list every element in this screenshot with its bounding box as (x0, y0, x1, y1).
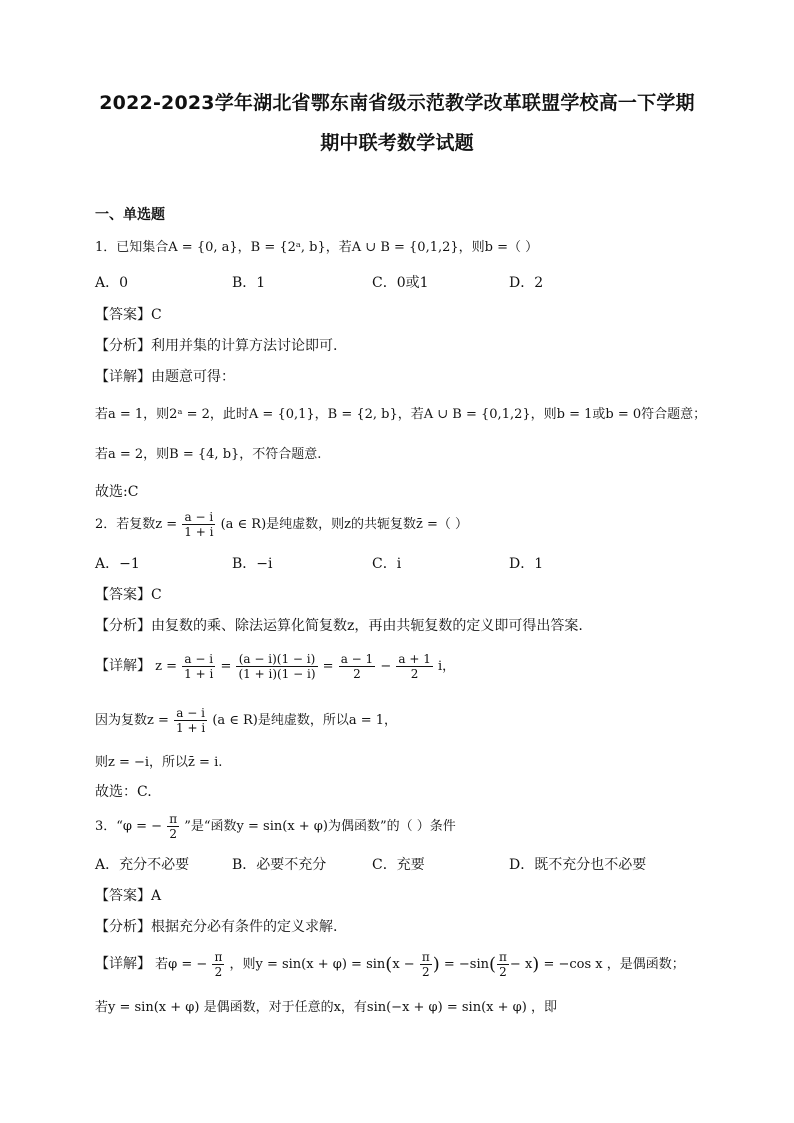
q1-case1: 若a = 1，则2ᵃ = 2，此时A = {0,1}，B = {2, b}，若A ∪ B = {0,1,2}，则b = 1或b = 0符合题意； (95, 407, 707, 422)
q3-last-line: 若y = sin(x + φ) 是偶函数，对于任意的x，有sin(−x + φ) = sin(x + φ) ，即 (95, 1000, 557, 1015)
detail-tail: i， (437, 659, 456, 674)
answer-label: 【答案】 (95, 587, 151, 603)
q2-detail-frac1 (182, 652, 215, 681)
q1-option-a: A．0 (95, 275, 129, 291)
q1-analysis (95, 335, 337, 355)
analysis-label: 【分析】 (95, 919, 151, 935)
answer-value: C (151, 587, 162, 603)
q1-conclusion: 故选:C (95, 484, 139, 500)
fraction-denominator: 2 (499, 965, 507, 979)
q2-detail-frac4 (396, 652, 432, 681)
fraction-numerator: π (169, 812, 178, 826)
fraction-numerator: a − 1 (340, 652, 374, 666)
answer-label: 【答案】 (95, 307, 151, 323)
q1-option-b: B．1 (232, 275, 266, 291)
answer-label: 【答案】 (95, 888, 151, 904)
q3-analysis (95, 916, 337, 936)
fraction-denominator: 2 (353, 667, 361, 681)
q1-detail (95, 366, 235, 386)
section-heading: 一、单选题 (95, 207, 165, 223)
analysis-text: 由复数的乘、除法运算化简复数z，再由共轭复数的定义即可得出答案. (151, 618, 583, 634)
q2-detail-frac2 (236, 652, 317, 681)
q1-option-c: C．0或1 (372, 275, 429, 291)
q3-answer (95, 885, 161, 905)
right-paren: ) (432, 954, 440, 975)
analysis-label: 【分析】 (95, 338, 151, 354)
fraction-numerator: a + 1 (398, 652, 431, 666)
q2-option-d: D．1 (509, 556, 544, 572)
detail-label: 【详解】 (95, 658, 151, 674)
q2-analysis (95, 615, 583, 635)
q3-option-d: D．既不充分也不必要 (509, 857, 647, 873)
left-paren: ( (489, 954, 497, 975)
q3-stem-start: 3．“φ = − (95, 819, 163, 834)
q3-option-b: B．必要不充分 (232, 857, 327, 873)
fraction-numerator: (a − i)(1 − i) (236, 652, 317, 667)
q3-fraction (167, 812, 179, 841)
q2-detail: 【详解】 z = $\frac{a - i}{1 + i}$ = $\frac{(a - i)(1 - i)}{(1 + i)(1 - i)}$ = $\frac{a - 1}{2}$ − $\frac{a + 1}{2}$ i， (95, 652, 456, 681)
q3-detail-frac2 (420, 950, 432, 979)
left-paren: ( (385, 954, 393, 975)
detail-label: 【详解】 (95, 956, 151, 972)
q2-answer (95, 584, 162, 604)
fraction-numerator: π (214, 950, 223, 964)
q2-stem-end: (a ∈ R)是纯虚数，则z的共轭复数z̄ =（ ） (220, 517, 469, 532)
q3-detail-frac1 (212, 950, 224, 979)
detail-neg-sin: = −sin (443, 957, 489, 972)
fraction-denominator: 1 + i (184, 525, 214, 539)
line2-end: (a ∈ R)是纯虚数，所以a = 1， (212, 713, 398, 728)
detail-label: 【详解】 (95, 369, 151, 385)
answer-value: C (151, 307, 162, 323)
q1-answer (95, 304, 162, 324)
fraction-denominator: (1 + i)(1 − i) (238, 667, 316, 681)
analysis-label: 【分析】 (95, 618, 151, 634)
fraction-denominator: 1 + i (184, 667, 214, 681)
detail-x-minus: x − (392, 957, 415, 972)
q3-stem (95, 812, 456, 841)
detail-phi: 若φ = − (155, 957, 208, 972)
line2-start: 因为复数z = (95, 713, 169, 728)
q2-line2-frac (174, 706, 207, 735)
fraction-denominator: 2 (421, 965, 430, 979)
fraction-numerator: a − i (182, 510, 215, 525)
q3-detail-frac3 (497, 950, 509, 979)
q3-stem-end: ”是“函数y = sin(x + φ)为偶函数”的（ ）条件 (184, 819, 456, 834)
detail-sin: ，则y = sin(x + φ) = sin (229, 957, 386, 972)
q3-option-a: A．充分不必要 (95, 857, 190, 873)
q3-option-c: C．充要 (372, 857, 425, 873)
detail-text: 由题意可得： (151, 369, 235, 385)
fraction-denominator: 1 + i (176, 721, 206, 735)
fraction-numerator: π (499, 950, 507, 964)
page-title-line2: 期中联考数学试题 (320, 132, 474, 154)
detail-cos: = −cos x ，是偶函数； (543, 957, 685, 972)
page-title-line1: 2022-2023学年湖北省鄂东南省级示范教学改革联盟学校高一下学期 (99, 92, 695, 114)
answer-value: A (151, 888, 162, 904)
fraction-denominator: 2 (410, 667, 419, 681)
q2-option-a: A．−1 (95, 556, 140, 572)
q1-option-d: D．2 (509, 275, 544, 291)
right-paren: ) (532, 954, 540, 975)
fraction-numerator: a − i (182, 652, 215, 667)
q2-conclusion: 故选：C. (95, 784, 152, 800)
q2-option-c: C．i (372, 556, 402, 572)
q1-case2: 若a = 2，则B = {4, b}，不符合题意. (95, 447, 322, 462)
q1-stem: 1．已知集合A = {0, a}，B = {2ᵃ, b}，若A ∪ B = {0,1,2}，则b =（ ） (95, 240, 539, 255)
q2-stem (95, 510, 468, 539)
q2-stem-start: 2．若复数z = (95, 517, 178, 532)
analysis-text: 根据充分必有条件的定义求解. (151, 919, 338, 935)
q2-line2 (95, 706, 397, 735)
q2-line3: 则z = −i，所以z̄ = i. (95, 755, 223, 770)
detail-z: z = (155, 659, 178, 674)
detail-minus-x: − x (509, 957, 533, 972)
analysis-text: 利用并集的计算方法讨论即可. (151, 338, 338, 354)
q2-detail-frac3 (339, 652, 375, 681)
fraction-denominator: 2 (169, 827, 177, 841)
q3-detail (95, 950, 685, 979)
q2-option-b: B．−i (232, 556, 273, 572)
q2-fraction (182, 510, 215, 539)
fraction-numerator: a − i (174, 706, 207, 721)
fraction-denominator: 2 (214, 965, 223, 979)
fraction-numerator: π (421, 950, 430, 964)
